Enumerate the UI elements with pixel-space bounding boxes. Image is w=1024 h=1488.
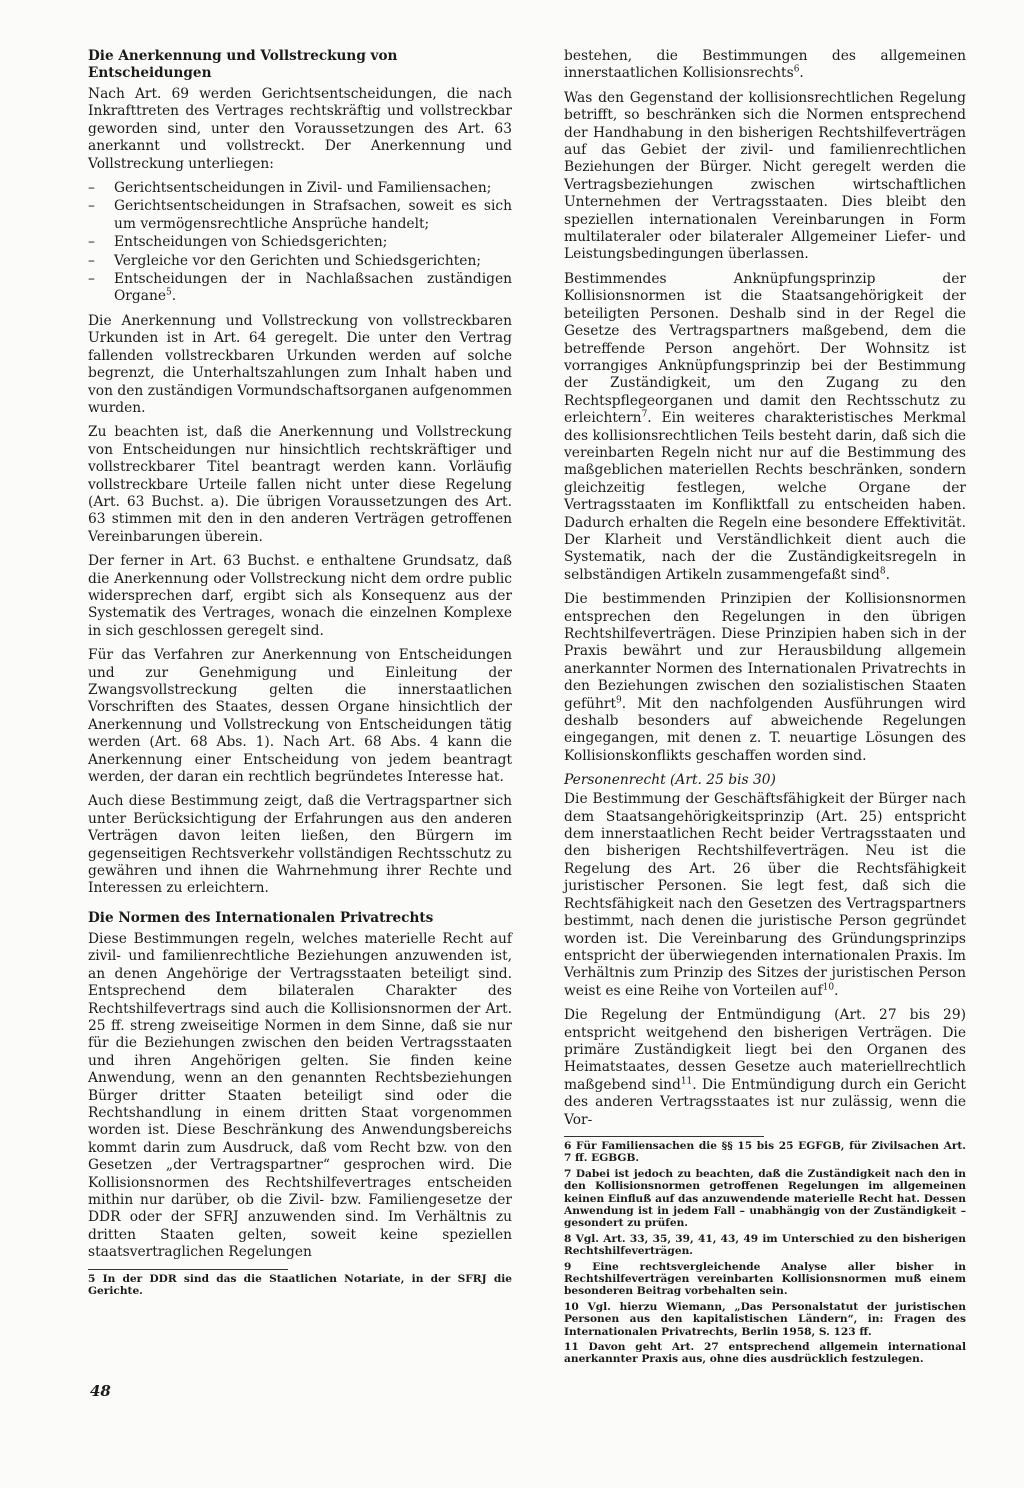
footnote-ref[interactable]: 6 (793, 64, 800, 75)
paragraph: Die Bestimmung der Geschäftsfähigkeit der Bürger nach dem Staatsangehörigkeitsprinzip (Art. 25) entspricht dem innerstaatlichen Recht beider Vertragsstaaten und den bisherigen Rechtshilfeverträgen. Neu ist die Regelung des Art. 26 über die Rechtsfähigkeit juristischer Personen. Sie legt fest, daß sich die Rechtsfähigkeit nach den Gesetzen des Vertragspartners bestimmt, nach denen die juristische Person gegründet worden ist. Die Vereinbarung des Gründungsprinzips entspricht der überwiegenden internationalen Praxis. Im Verhältnis zum Prinzip des Sitzes der juristischen Person weist es eine Reihe von Vorteilen auf$^{10}$. (564, 791, 966, 999)
subsection-heading-person-law: Personenrecht (Art. 25 bis 30) (564, 772, 776, 789)
paragraph: Was den Gegenstand der kollisionsrechtlichen Regelung betrifft, so beschränken sich die Normen entsprechend der Handhabung in den bisherigen Rechtshilfeverträgen auf das Gebiet der zivil- und familienrechtlichen Beziehungen der Bürger. Nicht geregelt werden die Vertragsbeziehungen zwischen wirtschaftlichen Unternehmen der Vertragsstaaten. Dies bleibt den speziellen internationalen Vereinbarungen in Form multilateraler oder bilateraler Allgemeiner Liefer- und Leistungsbedingungen überlassen. (564, 89, 966, 263)
footnote-ref[interactable]: 7 (641, 409, 648, 420)
footnote-divider (564, 1136, 764, 1137)
section-heading-private-law: Die Normen des Internationalen Privatrechts (88, 909, 434, 926)
paragraph: Auch diese Bestimmung zeigt, daß die Vertragspartner sich unter Berücksichtigung der Erfahrungen aus den anderen Verträgen davon leiten ließen, den Bürgern im gegenseitigen Rechtsverkehr vollständigen Rechtsschutz zu gewähren und ihnen die Wahrnehmung ihrer Rechte und Interessen zu erleichtern. (88, 793, 512, 897)
footnote-9: 9 Eine rechtsvergleichende Analyse aller bisher in Rechtshilfeverträgen vereinbarten Kollisionsnormen muß einem besonderen Beitrag vorbehalten sein. (564, 1260, 966, 1298)
paragraph: Zu beachten ist, daß die Anerkennung und Vollstreckung von Entscheidungen nur hinsichtlich rechtskräftiger und vollstreckbarer Titel beantragt werden kann. Vorläufig vollstreckbare Urteile fallen nicht unter diese Regelung (Art. 63 Buchst. a). Die übrigen Voraussetzungen des Art. 63 stimmen mit den in den anderen Verträgen getroffenen Vereinbarungen überein. (88, 424, 512, 545)
footnote-6: 6 Für Familiensachen die §§ 15 bis 25 EGFGB, für Zivilsachen Art. 7 ff. EGBGB. (564, 1139, 966, 1165)
footnote-7: 7 Dabei ist jedoch zu beachten, daß die Zuständigkeit nach den in den Kollisionsnormen getroffenen Regelungen im allgemeinen keinen Einfluß auf das anzuwendende materielle Recht hat. Dessen Anwendung ist in jedem Fall – unabhängig von der Zuständigkeit – gesondert zu prüfen. (564, 1167, 966, 1230)
footnote-divider (88, 1269, 288, 1270)
paragraph: bestehen, die Bestimmungen des allgemeinen innerstaatlichen Kollisionsrechts$^6$. (564, 48, 966, 82)
paragraph: Nach Art. 69 werden Gerichtsentscheidungen, die nach Inkrafttreten des Vertrages rechtskräftig und vollstreckbar geworden sind, unter den Voraussetzungen des Art. 63 anerkannt und vollstreckt. Der Anerkennung und Vollstreckung unterliegen: (88, 86, 512, 172)
paragraph: Für das Verfahren zur Anerkennung von Entscheidungen und zur Genehmigung und Einleitung der Zwangsvollstreckung gelten die innerstaatlichen Vorschriften des Staates, dessen Organe hinsichtlich der Anerkennung und Vollstreckung von Entscheidungen tätig werden (Art. 68 Abs. 1). Nach Art. 68 Abs. 4 kann die Anerkennung einer Entscheidung von jedem beantragt werden, der daran ein rechtlich begründetes Interesse hat. (88, 647, 512, 786)
page-number: 48 (90, 1382, 111, 1400)
right-column (564, 48, 966, 1369)
footnote-ref[interactable]: 11 (680, 1076, 693, 1087)
left-column (88, 48, 512, 1300)
paragraph: Diese Bestimmungen regeln, welches materielle Recht auf zivil- und familienrechtliche Beziehungen anzuwenden ist, an denen Angehörige der Vertragsstaaten beteiligt sind. Entsprechend dem bilateralen Charakter des Rechtshilfevertrags sind auch die Kollisionsnormen der Art. 25 ff. streng zweiseitige Normen in dem Sinne, daß sie nur für die Beziehungen zwischen den beiden Vertragsstaaten und ihren Angehörigen gelten. Sie finden keine Anwendung, wenn an den genannten Rechtsbeziehungen Bürger dritter Staaten beteiligt sind oder die Rechtshandlung in einem dritten Staat vorgenommen worden ist. Diese Beschränkung des Anwendungsbereichs kommt darin zum Ausdruck, daß vom Recht bzw. von den Gesetzen „der Vertragspartner“ gesprochen wird. Die Kollisionsnormen des Rechtshilfevertrages entscheiden mithin nur darüber, ob die Zivil- bzw. Familiengesetze der DDR oder der SFRJ anzuwenden sind. Im Verhältnis zu dritten Staaten gelten, soweit keine speziellen staatsvertraglichen Regelungen (88, 930, 512, 1261)
footnote-5: 5 In der DDR sind das die Staatlichen Notariate, in der SFRJ die Gerichte. (88, 1272, 512, 1297)
footnote-11: 11 Davon geht Art. 27 entsprechend allgemein international anerkannter Praxis aus, ohne dies ausdrücklich festzulegen. (564, 1341, 966, 1366)
paragraph: Die Anerkennung und Vollstreckung von vollstreckbaren Urkunden ist in Art. 64 geregelt. Die unter den Vertrag fallenden vollstreckbaren Urkunden werden auf solche begrenzt, die Unterhaltszahlungen zum Inhalt haben und von den zuständigen Vormundschaftsorganen aufgenommen wurden. (88, 312, 512, 416)
list-item: – Gerichtsentscheidungen in Zivil- und Familiensachen; (88, 180, 492, 197)
list-item: – Gerichtsentscheidungen in Strafsachen, soweit es sich um vermögensrechtliche Ansprüche handelt; (88, 198, 512, 232)
list-item: – Entscheidungen der in Nachlaßsachen zuständigen Organe$^5$. (88, 271, 512, 305)
paragraph: Bestimmendes Anknüpfungsprinzip der Kollisionsnormen ist die Staatsangehörigkeit der beteiligten Personen. Deshalb sind in der Regel die Gesetze des Vertragspartners maßgebend, dem die betreffende Person angehört. Der Wohnsitz ist vorrangiges Anknüpfungsprinzip bei der Bestimmung der Zuständigkeit, um den Zugang zu den Rechtspflegeorganen und damit den Rechtsschutz zu erleichtern$^7$. Ein weiteres charakteristisches Merkmal des kollisionsrechtlichen Teils besteht darin, daß sich die vereinbarten Regeln nicht nur auf die Bestimmung des maßgeblichen materiellen Rechts beschränken, sondern gleichzeitig festlegen, welche Organe der Vertragsstaaten im Konfliktfall zu entscheiden haben. Dadurch erhalten die Regeln eine besondere Effektivität. Der Klarheit und Verständlichkeit dient auch die Systematik, nach der die Zuständigkeitsregeln in selbständigen Artikeln zusammengefaßt sind$^8$. (564, 270, 966, 583)
footnote-8: 8 Vgl. Art. 33, 35, 39, 41, 43, 49 im Unterschied zu den bisherigen Rechtshilfeverträgen. (564, 1232, 966, 1258)
paragraph: Die Regelung der Entmündigung (Art. 27 bis 29) entspricht weitgehend den bisherigen Verträgen. Die primäre Zuständigkeit liegt bei den Organen des Heimatstaates, dessen Gesetze auch materiellrechtlich maßgebend sind$^{11}$. Die Entmündigung durch ein Gericht des anderen Vertragsstaates ist nur zulässig, wenn die Vor- (564, 1007, 966, 1128)
footnote-ref[interactable]: 10 (822, 982, 835, 993)
footnote-ref[interactable]: 5 (166, 287, 172, 298)
section-heading-recognition: Die Anerkennung und Vollstreckung von Entscheidungen (88, 48, 398, 81)
paragraph: Der ferner in Art. 63 Buchst. e enthaltene Grundsatz, daß die Anerkennung oder Vollstreckung nicht dem ordre public widersprechen darf, ergibt sich als Konsequenz aus der Systematik des Vertrages, wonach die einzelnen Komplexe in sich geschlossen geregelt sind. (88, 553, 512, 639)
footnote-ref[interactable]: 9 (616, 695, 622, 706)
list-item: – Vergleiche vor den Gerichten und Schiedsgerichten; (88, 252, 481, 269)
paragraph: Die bestimmenden Prinzipien der Kollisionsnormen entsprechen den Regelungen in den übrigen Rechtshilfeverträgen. Diese Prinzipien haben sich in der Praxis bewährt und zur Herausbildung allgemein anerkannter Normen des Internationalen Privatrechts in den Beziehungen zwischen den sozialistischen Staaten geführt$^9$. Mit den nachfolgenden Ausführungen wird deshalb besonders auf abweichende Regelungen eingegangen, mit denen z. T. neuartige Lösungen des Kollisionskonflikts geschaffen worden sind. (564, 591, 966, 764)
footnote-ref[interactable]: 8 (879, 566, 886, 577)
footnote-10: 10 Vgl. hierzu Wiemann, „Das Personalstatut der juristischen Personen aus den kapitalistischen Ländern“, in: Fragen des Internationalen Privatrechts, Berlin 1958, S. 123 ff. (564, 1300, 966, 1338)
decision-types-list (88, 180, 512, 306)
list-item: – Entscheidungen von Schiedsgerichten; (88, 234, 388, 251)
